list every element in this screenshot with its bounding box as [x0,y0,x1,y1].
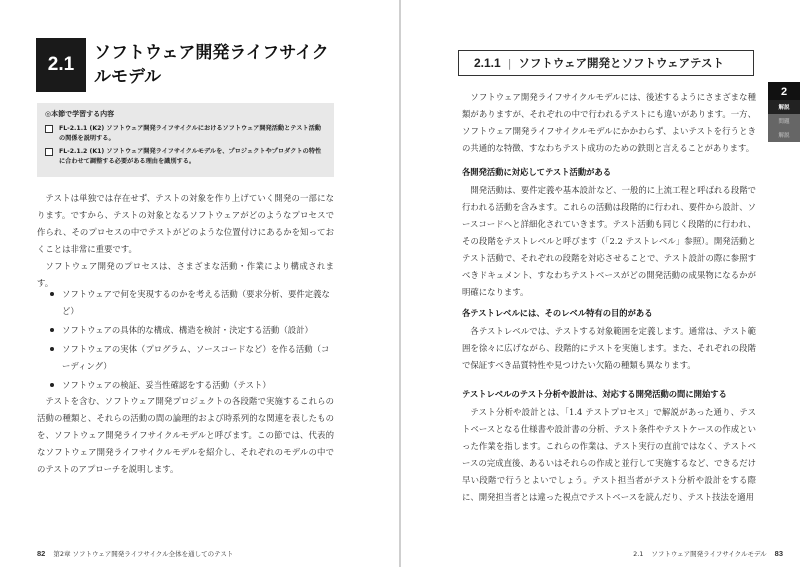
learning-goal-item [45,124,326,144]
section-ref: 2.1 [633,549,644,558]
bullet-icon [50,328,54,332]
paragraph: 各テストレベルでは、テストする対象範囲を定義します。通常は、テスト範囲を徐々に広げながら、段階的にテストを実施します。また、それぞれの段階で保証すべき品質特性や見つけたい欠陥の種類も異なります。 [462,326,756,370]
right-page [401,0,800,567]
lifecycle-paragraph: テストを含む、ソフトウェア開発プロジェクトの各段階で実施するこれらの活動の種類と、それらの活動の間の論理的および時系列的な関連を表したものを、ソフトウェア開発ライフサイクルモデルと呼びます。この節では、代表的なソフトウェア開発ライフサイクルモデルを紹介し、それぞれのモデルの中でのテストのアプローチを説明します。 [37,396,334,474]
heading: テストレベルのテスト分析や設計は、対応する開発活動の間に開始する [462,389,727,399]
section-header [36,38,336,92]
chapter-number: 2 [768,82,800,100]
learning-goal-text: FL-2.1.1 (K2) ソフトウェア開発ライフサイクルにおけるソフトウェア開発活動とテスト活動の関係を説明する。 [59,125,321,142]
activity-list [50,286,335,396]
section-number: 2.1 [36,38,86,92]
subsection-number: 2.1.1 [474,56,501,70]
learning-goal-item [45,147,326,167]
bullet-icon [50,347,54,351]
heading: 各テストレベルには、そのレベル特有の目的がある [462,308,653,318]
left-page [0,0,399,567]
chapter-side-tab [768,82,800,142]
checkbox-icon [45,148,53,156]
right-footer [633,549,783,558]
paragraph: 開発活動は、要件定義や基本設計など、一般的に上流工程と呼ばれる段階で行われる活動を含みます。これらの活動は段階的に行われ、要件から設計、ソースコードへと詳細化されていきます。テスト活動も同じく段階的に行われ、その段階をテストレベルと呼びます（「2.2 テストレベル」参照）。開発活動とテスト活動で、それぞれの段階を対応させることで、テスト設計の際に参照すべきドキュメント、すなわちテストベースがどの開発活動の成果物になるかが明確になります。 [462,185,756,297]
intro-paragraph: テストは単独では存在せず、テストの対象を作り上げていく開発の一部になります。ですから、テストの対象となるソフトウェアがどのようなプロセスで作られ、そのプロセスの中でテストがどのような位置付けにあるかを知っておくことは非常に重要です。 [37,193,334,254]
separator: | [507,56,512,70]
page-number: 83 [774,549,783,558]
paragraph: テスト分析や設計とは、「1.4 テストプロセス」で解説があった通り、テストベースとなる仕様書や設計書の分析、テスト条件やテストケースの作成といった作業を指します。これらの作業は、テスト実行の直前ではなく、テストベースの完成直後、あるいはそれらの作成と並行して実施するなど、できるだけ早い段階で行うとよいでしょう。テスト担当者がテスト分析や設計をする際に、開発担当者とは違った視点でテストベースを読んだり、テスト技法を適用 [462,407,756,502]
side-tab-item: 解説 [768,100,800,114]
side-tab-item: 解説 [768,128,800,142]
section-title: ソフトウェア開発ライフサイクルモデル [94,43,329,87]
subsection-title: ソフトウェア開発とソフトウェアテスト [518,56,725,70]
learning-goal-text: FL-2.1.2 (K1) ソフトウェア開発ライフサイクルモデルを、プロジェクトやプロダクトの特性に合わせて調整する必要がある理由を識別する。 [59,148,322,165]
subsection-header [458,50,754,76]
list-item: ソフトウェアの実体（プログラム、ソースコードなど）を作る活動（コーディング） [50,341,335,375]
checkbox-icon [45,125,53,133]
section-name: ソフトウェア開発ライフサイクルモデル [651,550,767,558]
learning-goals-box [37,103,334,177]
page-number: 82 [37,549,46,558]
left-footer [37,549,233,558]
learning-goals-title: ◎本節で学習する内容 [45,110,115,118]
bullet-icon [50,383,54,387]
heading: 各開発活動に対応してテスト活動がある [462,167,612,177]
bullet-icon [50,292,54,296]
list-item: ソフトウェアの具体的な構成、構造を検討・決定する活動（設計） [50,322,335,339]
list-item: ソフトウェアの検証、妥当性確認をする活動（テスト） [50,377,335,394]
intro-paragraph: ソフトウェア開発ライフサイクルモデルには、後述するようにさまざまな種類がありますが、それぞれの中で行われるテストにも違いがあります。一方、ソフトウェア開発ライフサイクルモデルにかかわらず、よいテストを行うときの共通的な特徴、すなわちテスト成功のための鉄則と言えることがあります。 [462,92,756,153]
process-paragraph: ソフトウェア開発のプロセスは、さまざまな活動・作業により構成されます。 [37,261,334,288]
side-tab-item: 問題 [768,114,800,128]
list-item: ソフトウェアで何を実現するのかを考える活動（要求分析、要件定義など） [50,286,335,320]
chapter-title: 第2章 ソフトウェア開発ライフサイクル全体を通してのテスト [53,550,234,558]
